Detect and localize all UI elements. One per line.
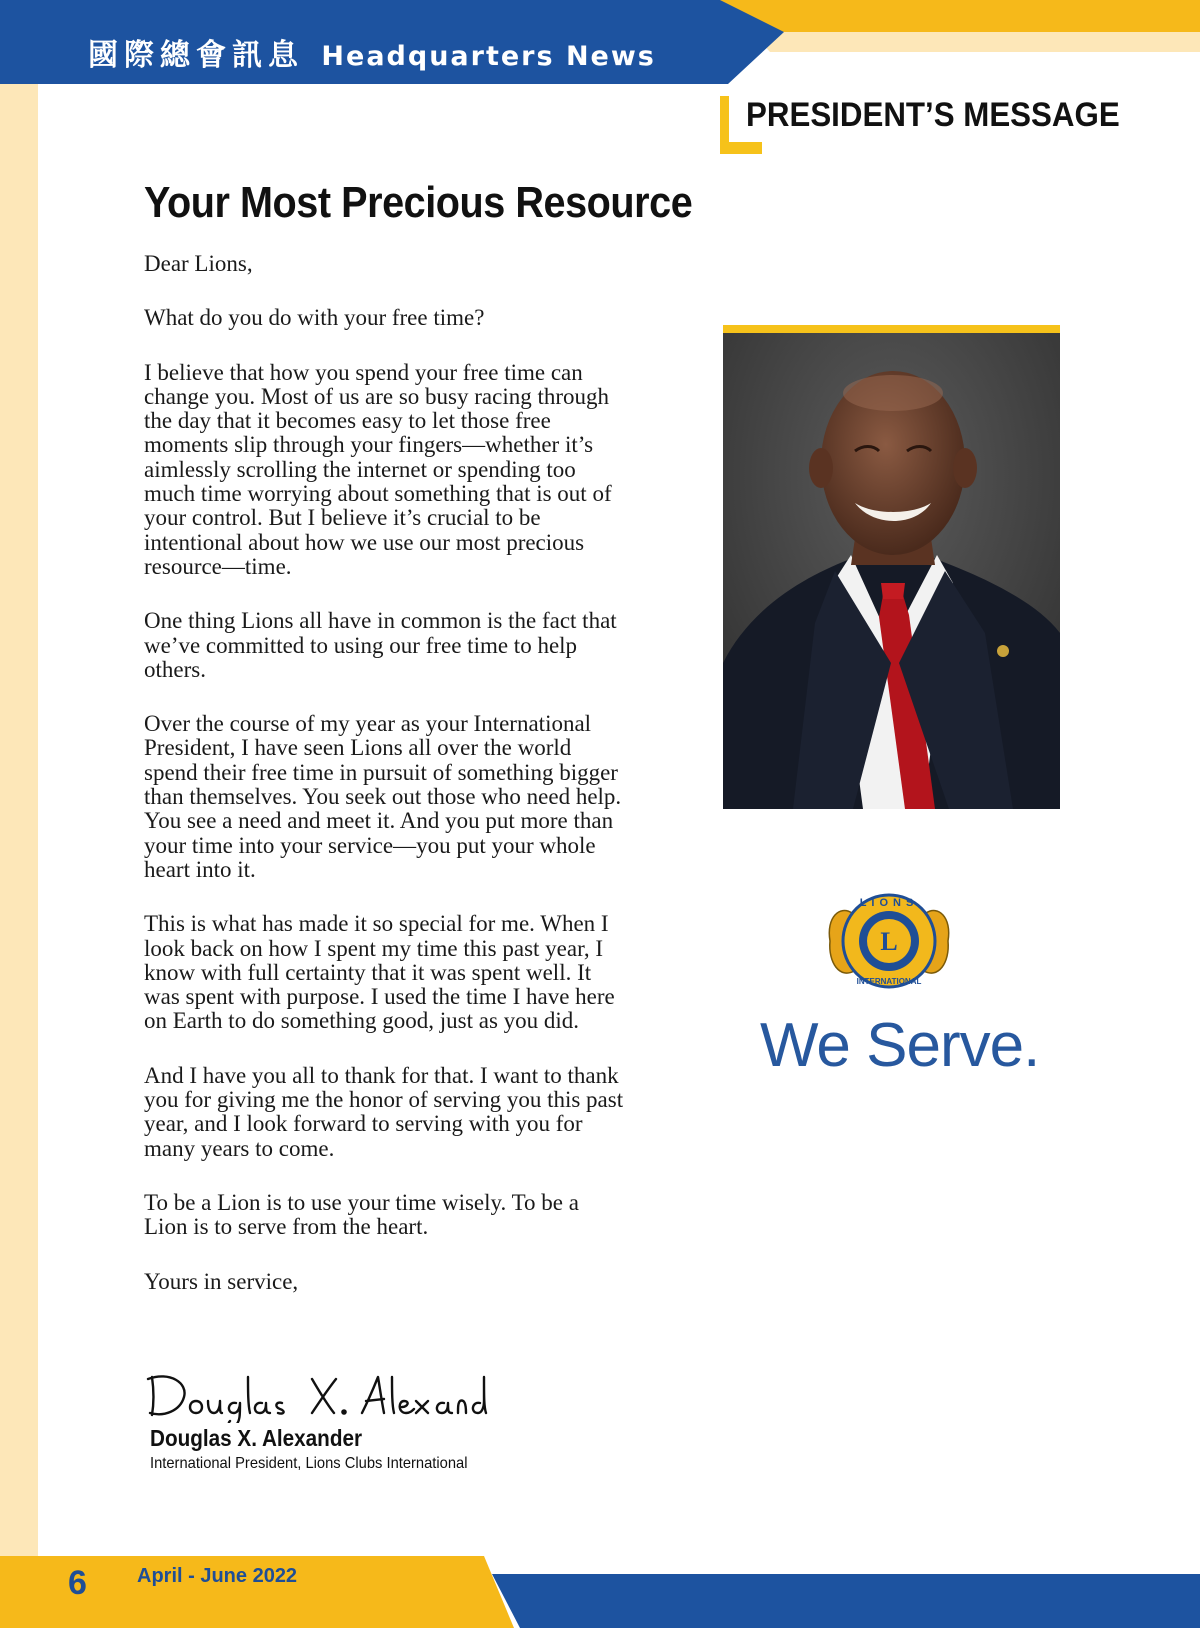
president-portrait-photo	[723, 333, 1060, 809]
letter-paragraph: What do you do with your free time?	[144, 305, 485, 331]
we-serve-tagline: We Serve.	[760, 1011, 1040, 1080]
header-title-en: Headquarters News	[321, 41, 656, 72]
header-title-zh: 國際總會訊息	[88, 38, 304, 73]
emblem-top-text: LIONS	[859, 897, 919, 909]
letter-paragraph: To be a Lion is to use your time wisely. To be a Lion is to serve from the heart.	[144, 1189, 579, 1240]
lions-emblem-logo	[826, 883, 952, 1001]
issue-date: April - June 2022	[137, 1565, 298, 1587]
handwritten-signature	[144, 1365, 494, 1423]
letter-paragraph: I believe that how you spend your free time can change you. Most of us are so busy racing through the day that it becomes easy to let those free moments slip through your fingers—whether it’s aimlessly scrolling the internet or spending too much time worrying about something that is out of your control. But I believe it’s crucial to be intentional about how we use our most precious resource—time.	[144, 359, 612, 579]
article-title: Your Most Precious Resource	[144, 178, 693, 227]
header-title	[88, 30, 656, 74]
letter-paragraph: One thing Lions all have in common is the fact that we’ve committed to using our free time to help others.	[144, 608, 617, 682]
photo-accent-bar	[723, 325, 1060, 333]
page-number: 6	[68, 1564, 87, 1602]
signer-name: Douglas X. Alexander	[150, 1425, 363, 1451]
letter-greeting: Dear Lions,	[144, 251, 253, 276]
emblem-bottom-text: INTERNATIONAL	[856, 977, 922, 986]
emblem-letter: L	[880, 927, 898, 956]
page-header	[0, 0, 1200, 90]
letter-paragraph: Over the course of my year as your International President, I have seen Lions all over the world spend their free time in pursuit of something bigger than themselves. You seek out those who need help. You see a need and meet it. And you put more than your time into your service—you put your whole heart into it.	[144, 711, 622, 882]
letter-body	[144, 252, 624, 1324]
letter-paragraph: This is what has made it so special for me. When I look back on how I spent my time this past year, I know with full certainty that it was spent well. It was spent with purpose. I used the time I have here on Earth to do something good, just as you did.	[144, 911, 615, 1034]
section-label: PRESIDENT’S MESSAGE	[746, 96, 1120, 134]
letter-paragraph: And I have you all to thank for that. I want to thank you for giving me the honor of serving you this past year, and I look forward to serving with you for many years to come.	[144, 1062, 624, 1161]
letter-closing: Yours in service,	[144, 1268, 299, 1294]
signer-title: International President, Lions Clubs International	[150, 1455, 468, 1472]
left-margin-strip	[0, 0, 38, 1628]
